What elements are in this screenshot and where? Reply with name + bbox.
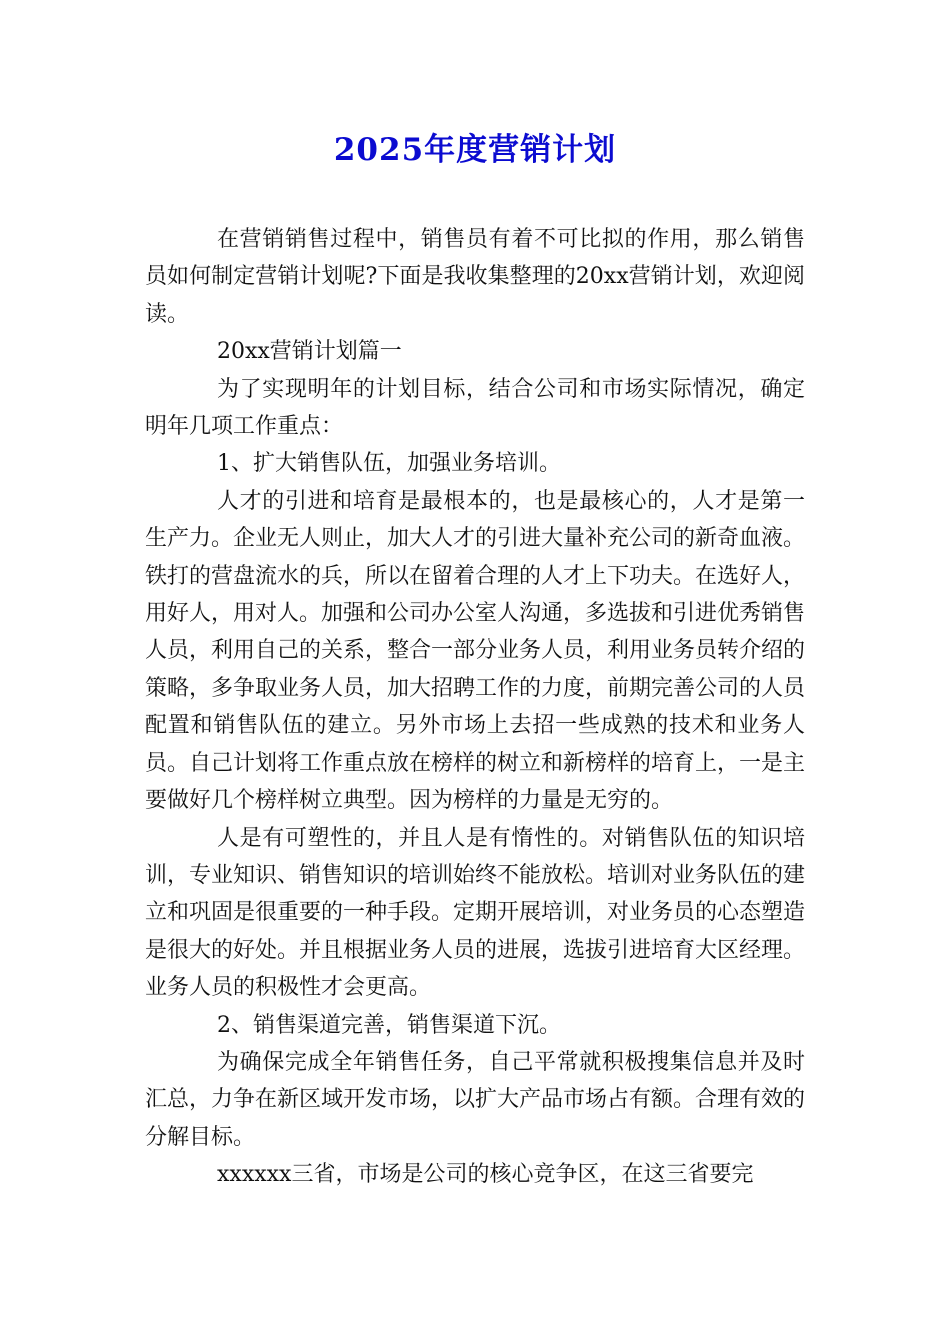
paragraph-talent: 人才的引进和培育是最根本的，也是最核心的，人才是第一生产力。企业无人则止，加大人才的引进大量补充公司的新奇血液。 铁打的营盘流水的兵，所以在留着合理的人才上下功夫。在选好人，用好人，用对人。加强和公司办公室人沟通，多选拔和引进优秀销售人员，利用自己的关系，整合一部分业务人员，利用业务员转介绍的策略，多争取业务人员，加大招聘工作的力度，前期完善公司的人员配置和销售队伍的建立。另外市场上去招一些成熟的技术和业务人员。自己计划将工作重点放在榜样的树立和新榜样的培育上，一是主要做好几个榜样树立典型。因为榜样的力量是无穷的。	[145, 488, 806, 814]
document-body	[145, 221, 805, 1194]
subheading-1: 1、扩大销售队伍，加强业务培训。	[217, 451, 561, 477]
paragraph-sales-target: 为确保完成全年销售任务，自己平常就积极搜集信息并及时汇总，力争在新区域开发市场，以扩大产品市场占有额。合理有效的分解目标。	[145, 1049, 806, 1150]
paragraph-training: 人是有可塑性的，并且人是有惰性的。对销售队伍的知识培训，专业知识、销售知识的培训始终不能放松。培训对业务队伍的建立和巩固是很重要的一种手段。定期开展培训，对业务员的心态塑造是很大的好处。并且根据业务人员的进展，选拔引进培育大区经理。业务人员的积极性才会更高。	[145, 825, 806, 1001]
subheading-2: 2、销售渠道完善，销售渠道下沉。	[217, 1012, 561, 1038]
document-title: 2025年度营销计划	[333, 132, 617, 168]
section-heading-1: 20xx营销计划篇一	[217, 339, 402, 365]
paragraph-market: xxxxxx三省，市场是公司的核心竞争区，在这三省要完	[217, 1162, 754, 1188]
paragraph-intro: 在营销销售过程中，销售员有着不可比拟的作用，那么销售员如何制定营销计划呢?下面是我收集整理的20xx营销计划，欢迎阅读。	[145, 227, 805, 327]
paragraph-goal: 为了实现明年的计划目标，结合公司和市场实际情况，确定明年几项工作重点：	[145, 376, 805, 440]
